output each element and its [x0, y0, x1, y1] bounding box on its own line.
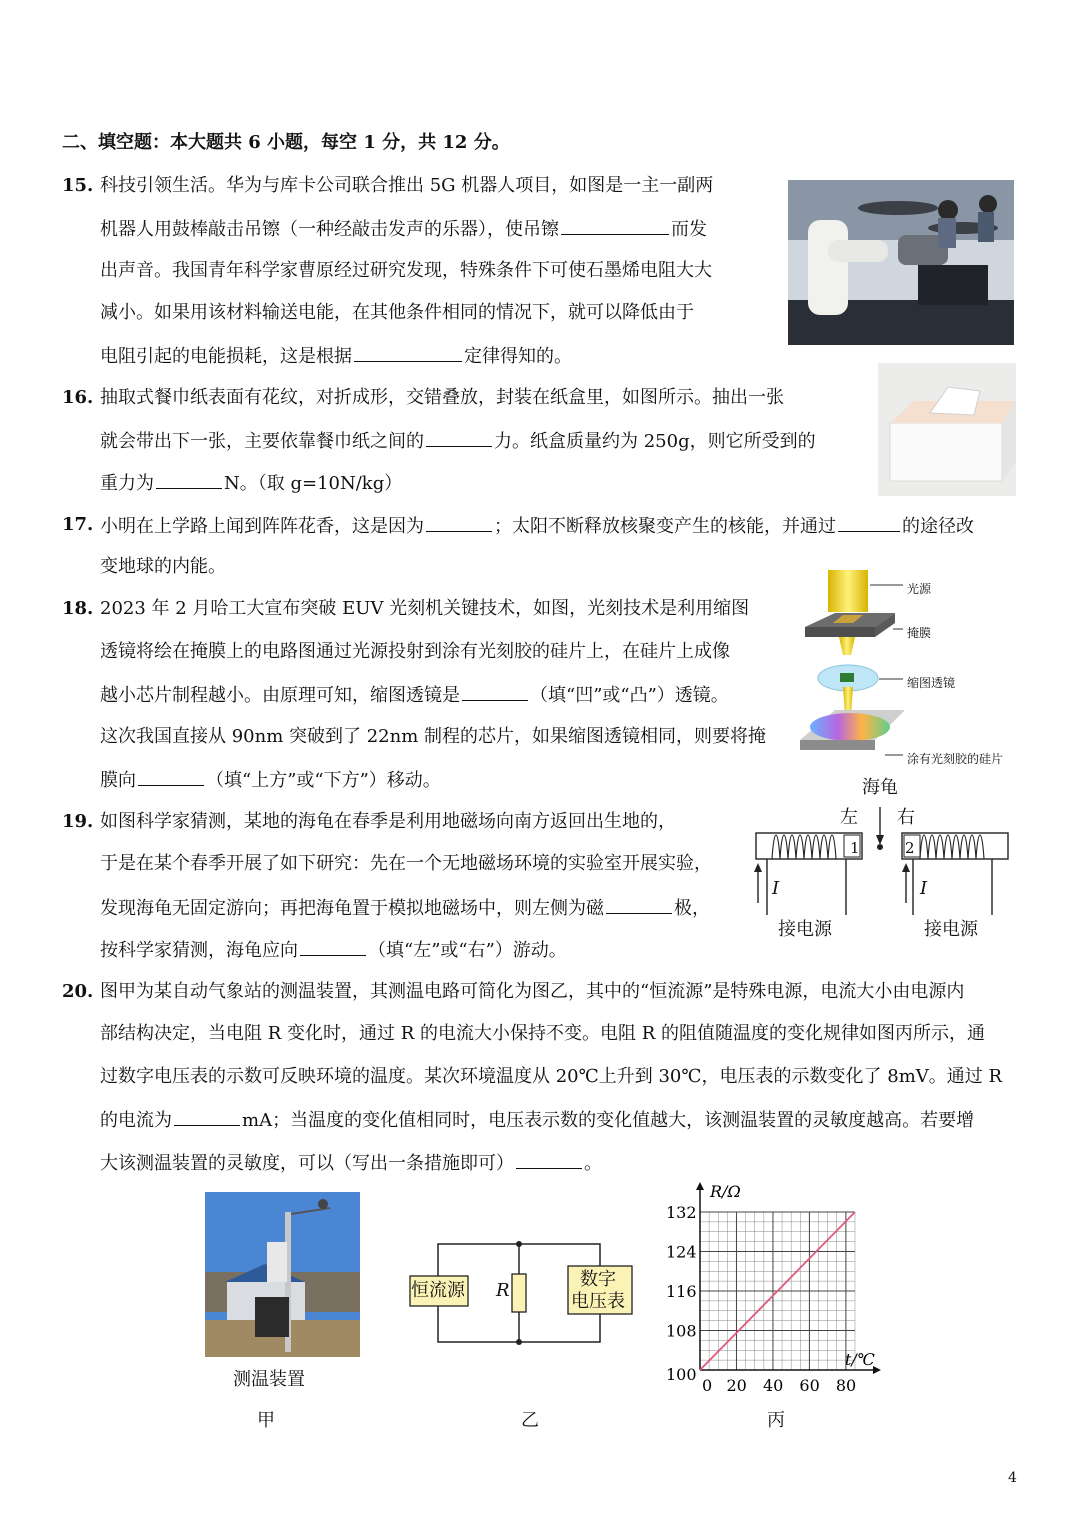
q18-line3: 越小芯片制程越小。由原理可知，缩图透镜是 （填“凹”或“凸”）透镜。	[100, 682, 729, 708]
answer-blank[interactable]	[300, 937, 366, 956]
q15-line3: 出声音。我国青年科学家曹原经过研究发现，特殊条件下可使石墨烯电阻大大	[100, 260, 712, 281]
q20-line1: 图甲为某自动气象站的测温装置，其测温电路可简化为图乙，其中的“恒流源”是特殊电源，电流大小由电源内	[100, 981, 965, 1002]
power-label-left: 接电源	[778, 919, 832, 940]
q20-line5: 大该测温装置的灵敏度，可以（写出一条措施即可） 。	[100, 1150, 602, 1176]
tissue-box-photo	[878, 363, 1016, 496]
label-light-source: 光源	[907, 582, 932, 596]
answer-blank[interactable]	[354, 343, 462, 362]
coil-end-2: 2	[905, 839, 915, 857]
y-tick-label: 100	[666, 1365, 697, 1384]
q15-line1: 科技引领生活。华为与库卡公司联合推出 5G 机器人项目，如图是一主一副两	[100, 175, 714, 196]
q18-line1: 2023 年 2 月哈工大宣布突破 EUV 光刻机关键技术，如图，光刻技术是利用缩图	[100, 598, 750, 619]
question-number: 19.	[62, 811, 94, 832]
resistance-temperature-chart	[650, 1180, 910, 1395]
q19-line2: 于是在某个春季开展了如下研究：先在一个无地磁场环境的实验室开展实验，	[100, 853, 712, 874]
fig-yi-label: 乙	[521, 1410, 539, 1431]
fig-jia-label: 甲	[257, 1410, 275, 1431]
label-mask: 掩膜	[907, 626, 932, 640]
y-tick-label: 116	[666, 1282, 697, 1301]
y-tick-label: 124	[666, 1242, 697, 1262]
q16-line2: 就会带出下一张，主要依靠餐巾纸之间的 力。纸盒质量约为 250g，则它所受到的	[100, 428, 816, 454]
answer-blank[interactable]	[174, 1107, 240, 1126]
q18-line5: 膜向 （填“上方”或“下方”）移动。	[100, 767, 441, 793]
current-label-right: I	[920, 878, 928, 899]
question-number: 20.	[62, 981, 94, 1002]
x-tick-label: 80	[835, 1376, 857, 1395]
q16-line1: 抽取式餐巾纸表面有花纹，对折成形，交错叠放，封装在纸盒里，如图所示。抽出一张	[100, 387, 784, 408]
q18-line4: 这次我国直接从 90nm 突破到了 22nm 制程的芯片，如果缩图透镜相同，则要将掩	[100, 726, 767, 747]
fig-bing-label: 丙	[767, 1410, 785, 1431]
q19-line4: 按科学家猜测，海龟应向 （填“左”或“右”）游动。	[100, 937, 567, 963]
x-tick-label: 20	[726, 1376, 747, 1395]
page-number: 4	[1008, 1470, 1017, 1486]
label-reduction-lens: 缩图透镜	[907, 676, 956, 690]
q20-line2: 部结构决定，当电阻 R 变化时，通过 R 的电流大小保持不变。电阻 R 的阻值随温度的变化规律如图丙所示，通	[100, 1023, 985, 1044]
q17-line1: 小明在上学路上闻到阵阵花香，这是因为 ；太阳不断释放核聚变产生的核能，并通过 的途径改	[100, 513, 974, 539]
left-label: 左	[840, 807, 858, 828]
voltmeter-label-2: 电压表	[571, 1291, 625, 1312]
answer-blank[interactable]	[838, 513, 900, 532]
q16-line3: 重力为 N。（取 g=10N/kg）	[100, 470, 402, 496]
section-title: 二、填空题：本大题共 6 小题，每空 1 分，共 12 分。	[62, 132, 510, 153]
answer-blank[interactable]	[426, 513, 492, 532]
turtle-label: 海龟	[862, 777, 898, 798]
q17-line2: 变地球的内能。	[100, 556, 226, 577]
question-number: 17.	[62, 514, 94, 535]
fig-jia-caption: 测温装置	[233, 1369, 305, 1390]
question-number: 18.	[62, 598, 94, 619]
y-tick-label: 132	[666, 1203, 697, 1222]
answer-blank[interactable]	[138, 767, 204, 786]
question-number: 16.	[62, 387, 94, 408]
answer-blank[interactable]	[516, 1150, 582, 1169]
right-label: 右	[897, 807, 915, 828]
q19-line1: 如图科学家猜测，某地的海龟在春季是利用地磁场向南方返回出生地的，	[100, 811, 676, 832]
answer-blank[interactable]	[462, 682, 528, 701]
x-tick-label: 40	[762, 1376, 784, 1395]
y-tick-label: 108	[666, 1321, 697, 1341]
current-label-left: I	[772, 878, 780, 899]
q15-line5: 电阻引起的电能损耗，这是根据 定律得知的。	[100, 343, 572, 369]
resistor-label: R	[496, 1280, 510, 1301]
x-tick-label: 0	[702, 1376, 713, 1395]
voltmeter-label-1: 数字	[580, 1269, 616, 1290]
power-label-right: 接电源	[924, 919, 978, 940]
y-axis-label: R/Ω	[710, 1182, 741, 1201]
label-wafer: 涂有光刻胶的硅片	[907, 752, 1004, 766]
question-number: 15.	[62, 175, 94, 196]
x-tick-label: 60	[799, 1376, 820, 1395]
q18-line2: 透镜将绘在掩膜上的电路图通过光源投射到涂有光刻胶的硅片上，在硅片上成像	[100, 641, 730, 662]
answer-blank[interactable]	[606, 895, 672, 914]
q19-line3: 发现海龟无固定游向；再把海龟置于模拟地磁场中，则左侧为磁 极，	[100, 895, 710, 921]
constant-current-source: 恒流源	[411, 1280, 465, 1301]
q20-line4: 的电流为 mA；当温度的变化值相同时，电压表示数的变化值越大，该测温装置的灵敏度越高。若要增	[100, 1107, 974, 1133]
y-axis-arrow	[696, 1182, 704, 1190]
q20-line3: 过数字电压表的示数可反映环境的温度。某次环境温度从 20℃上升到 30℃，电压表的示数变化了 8mV。通过 R	[100, 1066, 1003, 1087]
coil-end-1: 1	[850, 839, 860, 857]
answer-blank[interactable]	[561, 216, 669, 235]
q15-line2: 机器人用鼓棒敲击吊镲（一种经敲击发声的乐器），使吊镲 而发	[100, 216, 707, 242]
weather-station-photo	[205, 1192, 360, 1357]
answer-blank[interactable]	[426, 428, 492, 447]
answer-blank[interactable]	[156, 470, 222, 489]
q15-line4: 减小。如果用该材料输送电能，在其他条件相同的情况下，就可以降低由于	[100, 302, 694, 323]
robot-drum-photo	[788, 180, 1014, 345]
x-axis-label: t/℃	[845, 1350, 875, 1369]
